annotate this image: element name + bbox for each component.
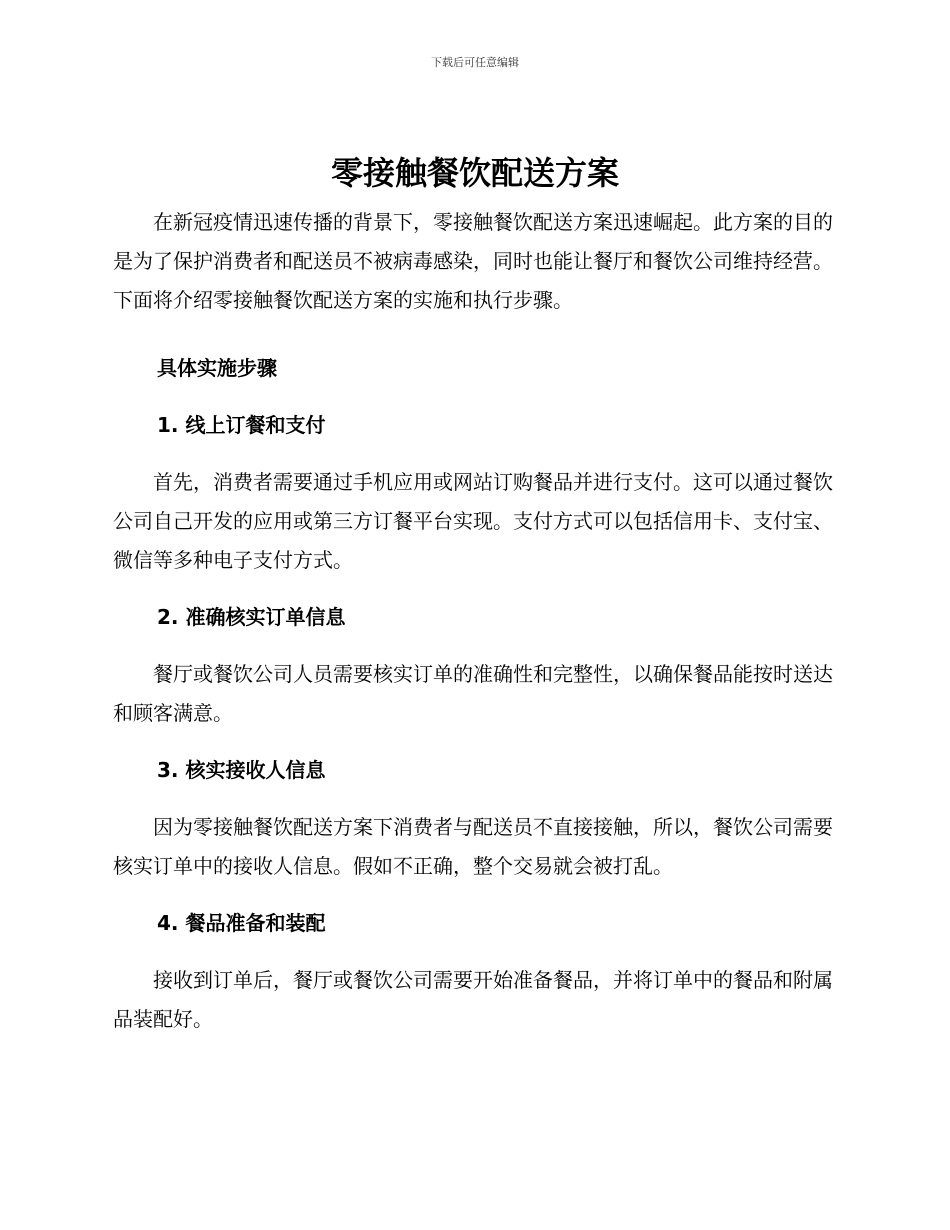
- step-4-heading: 4. 餐品准备和装配: [157, 911, 326, 935]
- document-title: 零接触餐饮配送方案: [330, 154, 619, 192]
- document-body: [113, 203, 833, 1039]
- step-3-heading: 3. 核实接收人信息: [157, 758, 326, 782]
- step-1-heading: 1. 线上订餐和支付: [157, 413, 326, 437]
- page-header-note: 下载后可任意编辑: [431, 56, 519, 69]
- intro-paragraph: 在新冠疫情迅速传播的背景下，零接触餐饮配送方案迅速崛起。此方案的目的是为了保护消费者和配送员不被病毒感染，同时也能让餐厅和餐饮公司维持经营。下面将介绍零接触餐饮配送方案的实施和执行步骤。: [113, 210, 833, 312]
- step-2-heading: 2. 准确核实订单信息: [157, 605, 346, 629]
- step-1-body: 首先，消费者需要通过手机应用或网站订购餐品并进行支付。这可以通过餐饮公司自己开发的应用或第三方订餐平台实现。支付方式可以包括信用卡、支付宝、微信等多种电子支付方式。: [113, 470, 833, 572]
- step-4-body: 接收到订单后，餐厅或餐饮公司需要开始准备餐品，并将订单中的餐品和附属品装配好。: [113, 968, 833, 1031]
- step-2-body: 餐厅或餐饮公司人员需要核实订单的准确性和完整性，以确保餐品能按时送达和顾客满意。: [113, 662, 833, 725]
- section-heading: 具体实施步骤: [157, 356, 277, 380]
- step-3-body: 因为零接触餐饮配送方案下消费者与配送员不直接接触，所以，餐饮公司需要核实订单中的接收人信息。假如不正确，整个交易就会被打乱。: [113, 815, 833, 878]
